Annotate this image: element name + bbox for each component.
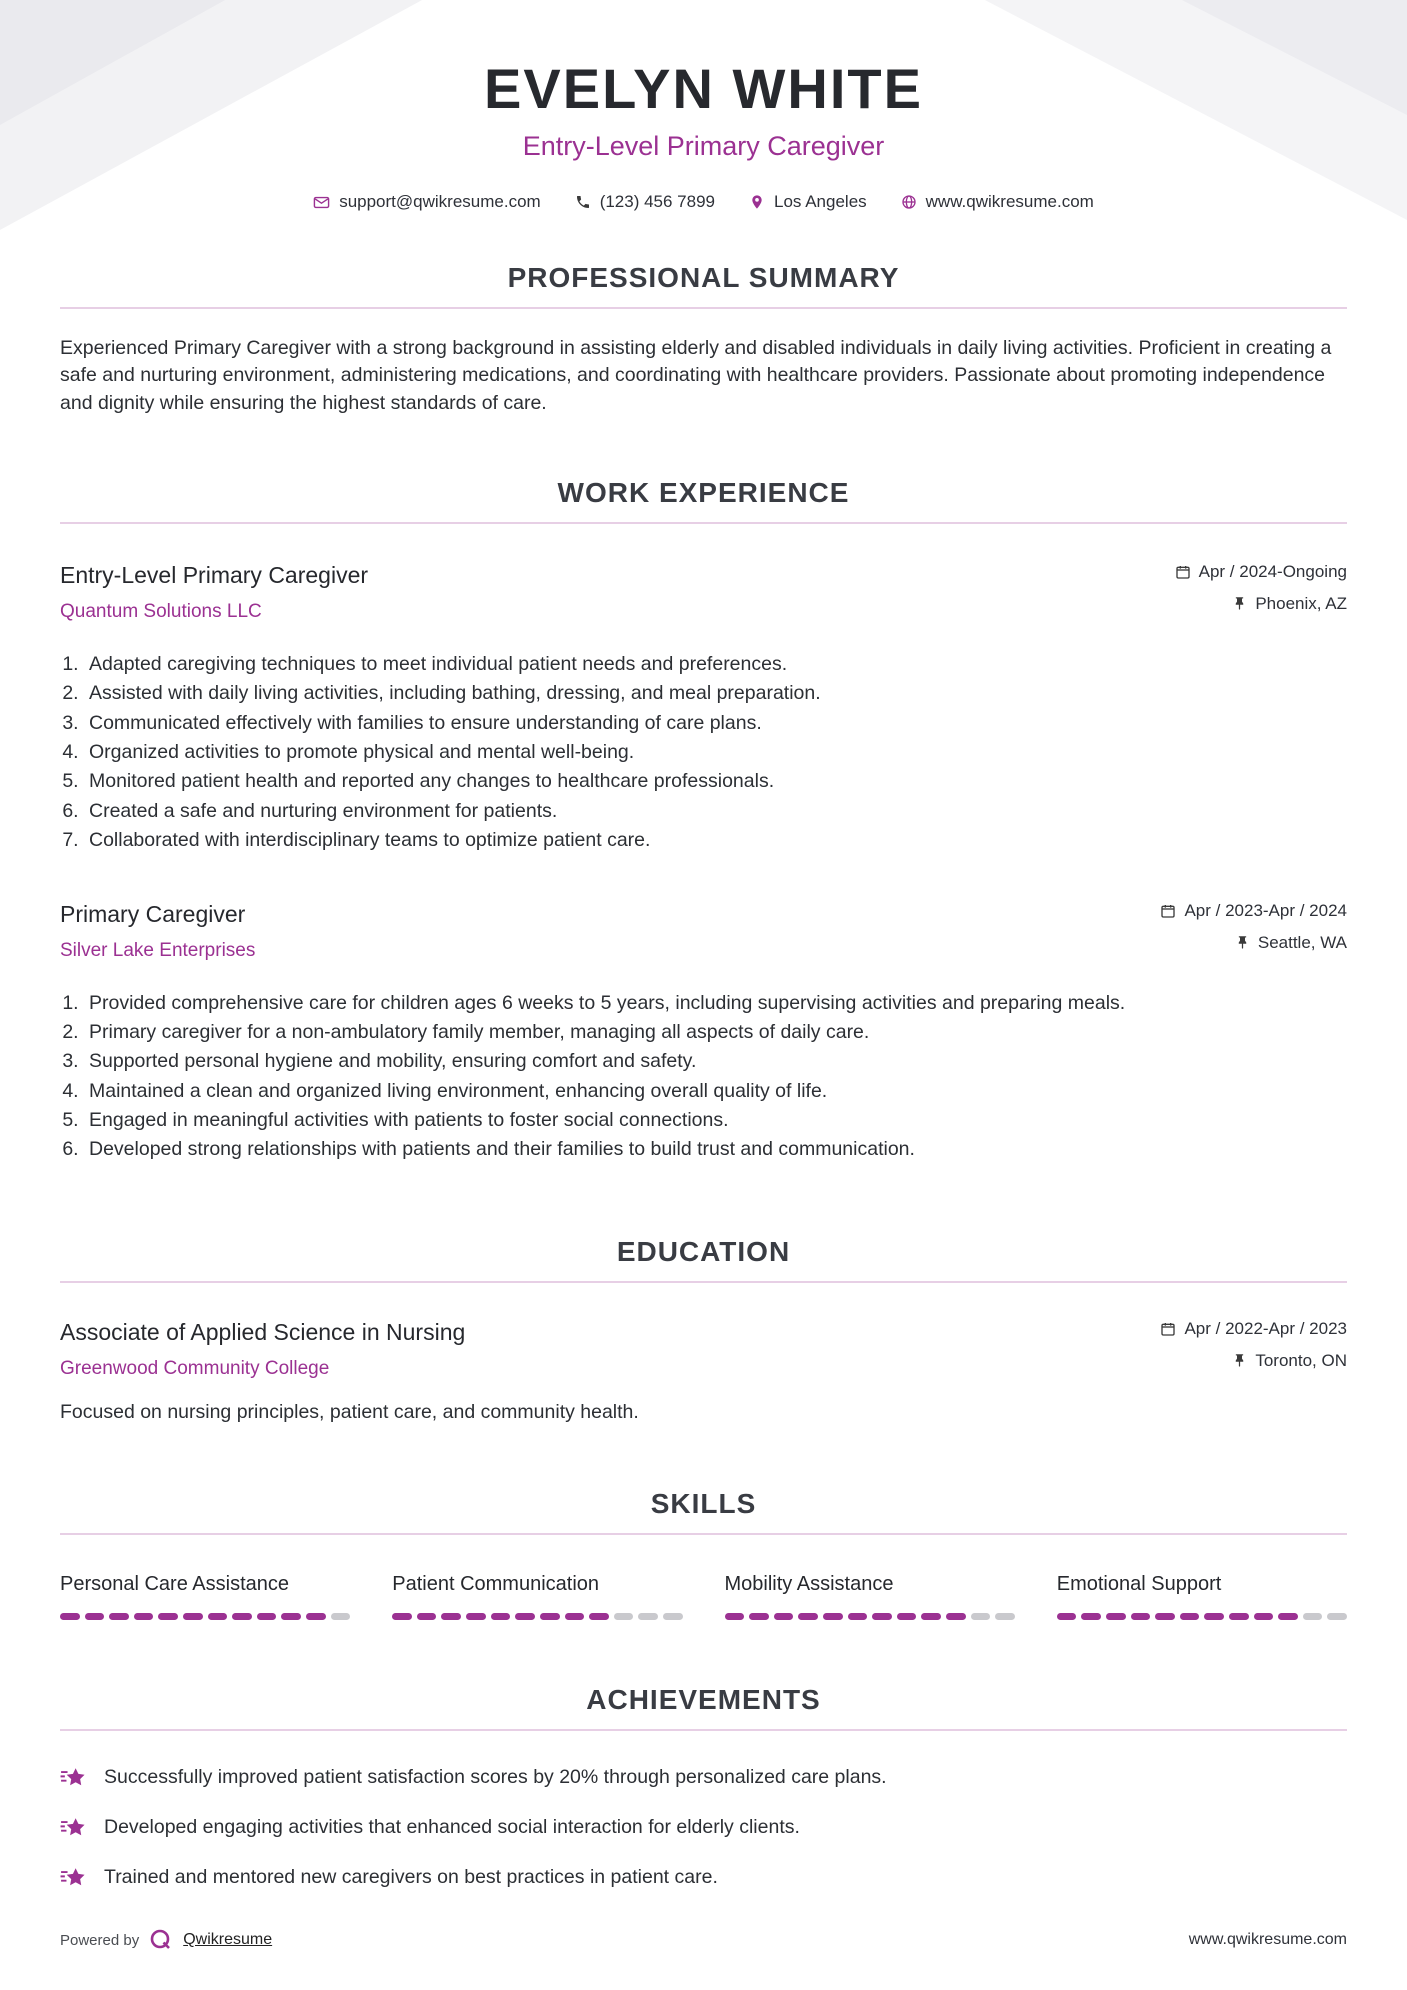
job-company: Quantum Solutions LLC [60, 600, 262, 622]
job-title: Entry-Level Primary Caregiver [60, 561, 369, 588]
skill-name: Emotional Support [1056, 1572, 1222, 1595]
skill-dash-filled [897, 1613, 917, 1620]
contact-location [749, 192, 867, 212]
skill-name: Patient Communication [392, 1572, 600, 1595]
skill-dash-filled [872, 1613, 892, 1620]
pushpin-icon [1232, 596, 1247, 611]
education-entry [60, 1319, 1347, 1424]
achievement-item [60, 1815, 1347, 1841]
contact-email[interactable] [313, 192, 541, 212]
skill-dash-filled [134, 1613, 154, 1620]
calendar-icon [1175, 564, 1191, 580]
achievement-text: Developed engaging activities that enhanced social interaction for elderly clients. [104, 1816, 800, 1839]
contact-website[interactable] [901, 192, 1094, 212]
skill-dash-filled [515, 1613, 535, 1620]
achievement-item [60, 1765, 1347, 1791]
degree-title: Associate of Applied Science in Nursing [60, 1318, 466, 1345]
education-header-right [1160, 1319, 1347, 1383]
job-header-left [60, 901, 255, 962]
skill-dash-filled [85, 1613, 105, 1620]
shooting-star-icon [60, 1865, 88, 1891]
job-bullet: 3. Supported personal hygiene and mobility, ensuring comfort and safety. [84, 1049, 1347, 1073]
skill-name: Mobility Assistance [724, 1572, 894, 1595]
skill-item [60, 1573, 350, 1620]
skill-dash-filled [774, 1613, 794, 1620]
skill-item [725, 1573, 1015, 1620]
skill-dash-filled [946, 1613, 966, 1620]
skill-level-bar [725, 1613, 1015, 1620]
section-skills [60, 1488, 1347, 1620]
job-dates-text: Apr / 2024-Ongoing [1198, 561, 1347, 581]
section-heading: SKILLS [650, 1487, 757, 1519]
job-bullet: 1. Adapted caregiving techniques to meet individual patient needs and preferences. [84, 652, 1347, 676]
job-bullet: 1. Provided comprehensive care for children ages 6 weeks to 5 years, including supervising activities and preparing meals. [84, 991, 1347, 1015]
job-company: Silver Lake Enterprises [60, 939, 256, 961]
summary-text: Experienced Primary Caregiver with a strong background in assisting elderly and disabled individuals in daily living activities. Proficient in creating a safe and nurturing environment, administering medications, and coordinating with healthcare providers. Passionate about promoting independence and dignity while ensuring the highest standards of care. [60, 337, 1332, 414]
page-footer [60, 1928, 1347, 1952]
job-bullet: 4. Maintained a clean and organized living environment, enhancing overall quality of life. [84, 1079, 1347, 1103]
skill-dash-filled [540, 1613, 560, 1620]
skill-level-bar [1057, 1613, 1347, 1620]
achievement-item [60, 1865, 1347, 1891]
section-heading: WORK EXPERIENCE [557, 476, 850, 508]
skill-dash-filled [1254, 1613, 1274, 1620]
footer-website-link[interactable]: www.qwikresume.com [1188, 1931, 1347, 1948]
skill-dash-filled [1057, 1613, 1077, 1620]
skill-dash-filled [1106, 1613, 1126, 1620]
contact-email-text: support@qwikresume.com [339, 192, 541, 211]
skill-dash-filled [466, 1613, 486, 1620]
skill-dash-empty [614, 1613, 634, 1620]
job-dates [1160, 901, 1347, 921]
job-bullet: 6. Created a safe and nurturing environment for patients. [84, 799, 1347, 823]
school-name: Greenwood Community College [60, 1357, 330, 1379]
skill-dash-filled [823, 1613, 843, 1620]
skill-dash-filled [725, 1613, 745, 1620]
skill-dash-filled [183, 1613, 203, 1620]
skill-dash-empty [1303, 1613, 1323, 1620]
resume-header [60, 0, 1347, 212]
skill-dash-filled [1180, 1613, 1200, 1620]
skill-dash-filled [1155, 1613, 1175, 1620]
contact-phone-text: (123) 456 7899 [599, 192, 716, 211]
shooting-star-icon [60, 1815, 88, 1841]
skill-dash-filled [232, 1613, 252, 1620]
skill-dash-filled [257, 1613, 277, 1620]
job-bullet-list [60, 991, 1347, 1162]
phone-icon [575, 194, 591, 210]
skill-dash-filled [158, 1613, 178, 1620]
section-professional-summary [60, 262, 1347, 417]
skill-item [1057, 1573, 1347, 1620]
job-header-right [1160, 901, 1347, 965]
skill-item [392, 1573, 682, 1620]
calendar-icon [1160, 1321, 1176, 1337]
skill-dash-filled [1204, 1613, 1224, 1620]
section-work-experience [60, 477, 1347, 1162]
skill-dash-filled [281, 1613, 301, 1620]
education-location [1160, 1351, 1347, 1371]
contact-website-text: www.qwikresume.com [925, 192, 1094, 211]
education-dates-text: Apr / 2022-Apr / 2023 [1184, 1318, 1347, 1338]
job-dates [1175, 562, 1347, 582]
job-bullet: 3. Communicated effectively with families to ensure understanding of care plans. [84, 711, 1347, 735]
skill-dash-empty [331, 1613, 351, 1620]
section-divider [60, 1729, 1347, 1731]
skill-dash-filled [417, 1613, 437, 1620]
skills-grid [60, 1573, 1347, 1620]
education-header [60, 1319, 1347, 1383]
contact-phone[interactable] [575, 192, 715, 212]
qwikresume-q-icon [149, 1928, 173, 1952]
candidate-name: EVELYN WHITE [484, 57, 923, 120]
section-divider [60, 1281, 1347, 1283]
skill-dash-filled [1229, 1613, 1249, 1620]
contact-location-text: Los Angeles [774, 192, 867, 211]
job-bullet-list [60, 652, 1347, 853]
skill-dash-filled [565, 1613, 585, 1620]
achievements-list [60, 1765, 1347, 1891]
skill-dash-empty [638, 1613, 658, 1620]
skill-dash-filled [441, 1613, 461, 1620]
job-bullet: 2. Assisted with daily living activities, including bathing, dressing, and meal preparation. [84, 681, 1347, 705]
contact-row [60, 192, 1347, 212]
skill-dash-filled [1081, 1613, 1101, 1620]
skill-dash-empty [971, 1613, 991, 1620]
achievement-text: Successfully improved patient satisfaction scores by 20% through personalized care plans. [104, 1766, 887, 1789]
section-heading: EDUCATION [616, 1235, 791, 1267]
skill-level-bar [60, 1613, 350, 1620]
job-entry [60, 901, 1347, 1162]
job-location [1160, 933, 1347, 953]
skill-level-bar [392, 1613, 682, 1620]
job-bullet: 4. Organized activities to promote physical and mental well-being. [84, 740, 1347, 764]
skill-name: Personal Care Assistance [60, 1572, 290, 1595]
job-header-right [1175, 562, 1347, 626]
pushpin-icon [1232, 1353, 1247, 1368]
skill-dash-empty [995, 1613, 1015, 1620]
job-bullet: 7. Collaborated with interdisciplinary teams to optimize patient care. [84, 828, 1347, 852]
section-divider [60, 522, 1347, 524]
skill-dash-filled [798, 1613, 818, 1620]
shooting-star-icon [60, 1765, 88, 1791]
skill-dash-empty [1327, 1613, 1347, 1620]
skill-dash-filled [109, 1613, 129, 1620]
job-header [60, 901, 1347, 965]
job-entry [60, 562, 1347, 853]
qwikresume-brand-link[interactable]: Qwikresume [183, 1931, 273, 1948]
job-dates-text: Apr / 2023-Apr / 2024 [1184, 900, 1347, 920]
job-header [60, 562, 1347, 626]
skill-dash-empty [663, 1613, 683, 1620]
calendar-icon [1160, 903, 1176, 919]
skill-dash-filled [848, 1613, 868, 1620]
achievement-text: Trained and mentored new caregivers on best practices in patient care. [104, 1866, 718, 1889]
map-pin-icon [749, 194, 765, 210]
skill-dash-filled [491, 1613, 511, 1620]
section-heading: PROFESSIONAL SUMMARY [507, 262, 900, 293]
skill-dash-filled [306, 1613, 326, 1620]
skill-dash-filled [921, 1613, 941, 1620]
section-divider [60, 307, 1347, 309]
education-description: Focused on nursing principles, patient care, and community health. [60, 1400, 639, 1423]
job-title: Primary Caregiver [60, 900, 246, 927]
skill-dash-filled [749, 1613, 769, 1620]
education-dates [1160, 1319, 1347, 1339]
job-location [1175, 594, 1347, 614]
job-bullet: 2. Primary caregiver for a non-ambulatory family member, managing all aspects of daily care. [84, 1020, 1347, 1044]
section-divider [60, 1533, 1347, 1535]
skill-dash-filled [60, 1613, 80, 1620]
powered-by-label: Powered by [60, 1931, 140, 1949]
job-bullet: 5. Monitored patient health and reported any changes to healthcare professionals. [84, 769, 1347, 793]
section-education [60, 1236, 1347, 1424]
powered-by [60, 1928, 272, 1952]
skill-dash-filled [1131, 1613, 1151, 1620]
skill-dash-filled [208, 1613, 228, 1620]
candidate-title: Entry-Level Primary Caregiver [522, 131, 885, 161]
section-achievements [60, 1684, 1347, 1891]
job-location-text: Phoenix, AZ [1255, 593, 1347, 613]
job-bullet: 5. Engaged in meaningful activities with patients to foster social connections. [84, 1108, 1347, 1132]
pushpin-icon [1235, 935, 1250, 950]
globe-icon [901, 194, 917, 210]
education-location-text: Toronto, ON [1255, 1350, 1347, 1370]
skill-dash-filled [392, 1613, 412, 1620]
envelope-icon [313, 194, 330, 211]
section-heading: ACHIEVEMENTS [586, 1683, 821, 1715]
job-location-text: Seattle, WA [1257, 932, 1347, 952]
job-header-left [60, 562, 368, 623]
skill-dash-filled [589, 1613, 609, 1620]
job-bullet: 6. Developed strong relationships with patients and their families to build trust and communication. [84, 1137, 1347, 1161]
education-header-left [60, 1319, 465, 1380]
skill-dash-filled [1278, 1613, 1298, 1620]
